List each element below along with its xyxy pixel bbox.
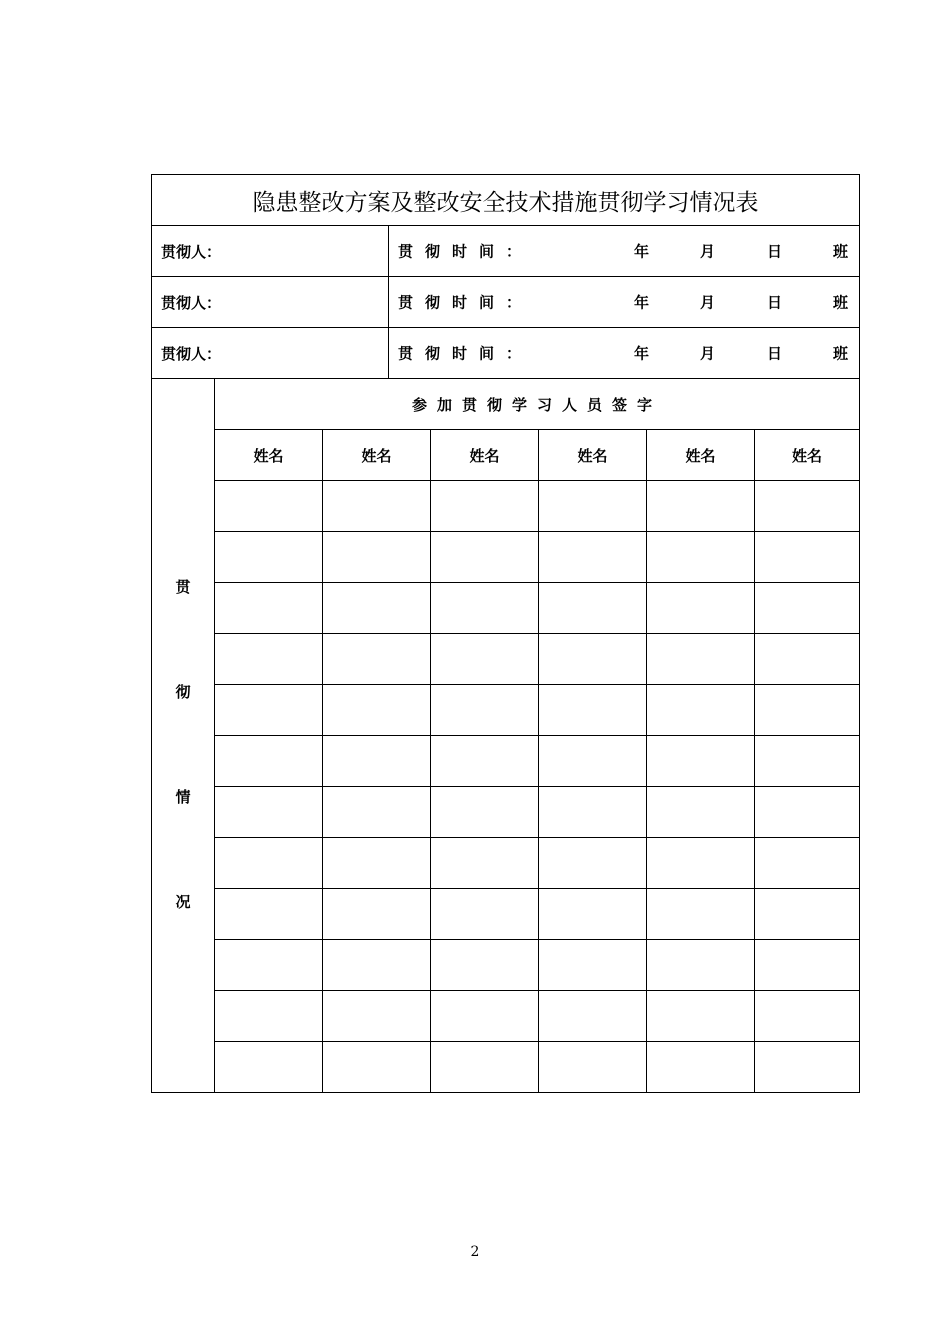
signature-row — [152, 991, 860, 1042]
signature-cell[interactable] — [647, 736, 755, 787]
signature-cell[interactable] — [755, 889, 860, 940]
signature-cell[interactable] — [647, 787, 755, 838]
signature-cell[interactable] — [215, 634, 323, 685]
signature-cell[interactable] — [647, 481, 755, 532]
signature-cell[interactable] — [431, 991, 539, 1042]
signature-cell[interactable] — [215, 532, 323, 583]
signature-cell[interactable] — [323, 736, 431, 787]
signature-cell[interactable] — [647, 889, 755, 940]
signature-cell[interactable] — [647, 991, 755, 1042]
implementation-time-field[interactable] — [389, 226, 860, 277]
side-label-char: 情 — [175, 788, 191, 806]
signature-cell[interactable] — [647, 838, 755, 889]
signature-cell[interactable] — [431, 1042, 539, 1093]
signature-cell[interactable] — [215, 685, 323, 736]
signature-cell[interactable] — [755, 838, 860, 889]
name-column-header: 姓名 — [647, 430, 755, 481]
signature-cell[interactable] — [647, 1042, 755, 1093]
signature-row — [152, 889, 860, 940]
signature-cell[interactable] — [431, 634, 539, 685]
name-column-header: 姓名 — [215, 430, 323, 481]
signature-cell[interactable] — [539, 940, 647, 991]
signature-cell[interactable] — [431, 481, 539, 532]
signature-cell[interactable] — [647, 940, 755, 991]
implementer-row — [152, 277, 860, 328]
signature-row — [152, 736, 860, 787]
implementer-row — [152, 328, 860, 379]
signature-cell[interactable] — [215, 1042, 323, 1093]
implementer-row — [152, 226, 860, 277]
signature-cell[interactable] — [215, 889, 323, 940]
signature-row — [152, 583, 860, 634]
signature-cell[interactable] — [215, 481, 323, 532]
day-label: 日 — [767, 242, 783, 261]
signature-cell[interactable] — [539, 787, 647, 838]
signature-cell[interactable] — [647, 583, 755, 634]
signature-cell[interactable] — [539, 583, 647, 634]
signature-cell[interactable] — [323, 991, 431, 1042]
signature-cell[interactable] — [539, 634, 647, 685]
signature-cell[interactable] — [215, 787, 323, 838]
signature-cell[interactable] — [431, 940, 539, 991]
signature-row — [152, 532, 860, 583]
signature-row — [152, 685, 860, 736]
signature-cell[interactable] — [323, 940, 431, 991]
signature-row — [152, 787, 860, 838]
signature-row — [152, 1042, 860, 1093]
signature-cell[interactable] — [323, 634, 431, 685]
implementer-field[interactable]: 贯彻人： — [152, 277, 389, 328]
signature-cell[interactable] — [539, 991, 647, 1042]
time-label: 贯彻时间： — [398, 242, 534, 261]
day-label: 日 — [767, 293, 783, 312]
signature-cell[interactable] — [647, 532, 755, 583]
signature-cell[interactable] — [323, 889, 431, 940]
implementation-status-label — [152, 379, 215, 1093]
signature-cell[interactable] — [755, 940, 860, 991]
page-number: 2 — [470, 1244, 480, 1260]
month-label: 月 — [700, 344, 716, 363]
implementer-field[interactable]: 贯彻人： — [152, 226, 389, 277]
month-label: 月 — [700, 242, 716, 261]
signature-cell[interactable] — [539, 736, 647, 787]
signature-cell[interactable] — [323, 481, 431, 532]
signature-cell[interactable] — [755, 481, 860, 532]
signature-header: 参加贯彻学习人员签字 — [215, 379, 860, 430]
name-column-header: 姓名 — [323, 430, 431, 481]
signature-cell[interactable] — [755, 736, 860, 787]
shift-label: 班 — [833, 242, 849, 261]
signature-cell[interactable] — [755, 787, 860, 838]
signature-cell[interactable] — [755, 634, 860, 685]
signature-cell[interactable] — [323, 1042, 431, 1093]
signature-cell[interactable] — [647, 634, 755, 685]
implementation-time-field[interactable] — [389, 277, 860, 328]
signature-cell[interactable] — [539, 838, 647, 889]
signature-cell[interactable] — [539, 481, 647, 532]
side-label-char: 况 — [175, 893, 191, 911]
signature-cell[interactable] — [323, 532, 431, 583]
signature-cell[interactable] — [431, 889, 539, 940]
signature-cell[interactable] — [215, 838, 323, 889]
signature-header-row — [152, 379, 860, 430]
signature-cell[interactable] — [323, 685, 431, 736]
signature-cell[interactable] — [539, 1042, 647, 1093]
signature-cell[interactable] — [215, 736, 323, 787]
signature-cell[interactable] — [431, 787, 539, 838]
shift-label: 班 — [833, 293, 849, 312]
signature-cell[interactable] — [323, 838, 431, 889]
signature-cell[interactable] — [539, 889, 647, 940]
signature-cell[interactable] — [755, 532, 860, 583]
signature-row — [152, 838, 860, 889]
signature-row — [152, 481, 860, 532]
signature-row — [152, 634, 860, 685]
time-label: 贯彻时间： — [398, 293, 534, 312]
signature-cell[interactable] — [215, 991, 323, 1042]
day-label: 日 — [767, 344, 783, 363]
signature-cell[interactable] — [431, 736, 539, 787]
signature-cell[interactable] — [323, 787, 431, 838]
signature-cell[interactable] — [431, 532, 539, 583]
month-label: 月 — [700, 293, 716, 312]
signature-cell[interactable] — [215, 940, 323, 991]
year-label: 年 — [634, 293, 650, 312]
signature-cell[interactable] — [755, 583, 860, 634]
side-label-char: 彻 — [175, 683, 191, 701]
name-column-header: 姓名 — [539, 430, 647, 481]
signature-cell[interactable] — [755, 1042, 860, 1093]
year-label: 年 — [634, 344, 650, 363]
signature-cell[interactable] — [215, 583, 323, 634]
signature-cell[interactable] — [539, 532, 647, 583]
signature-cell[interactable] — [647, 685, 755, 736]
name-header-row — [152, 430, 860, 481]
side-label-char: 贯 — [175, 578, 191, 596]
signature-cell[interactable] — [431, 583, 539, 634]
name-column-header: 姓名 — [755, 430, 860, 481]
implementation-form-table — [151, 174, 860, 1093]
name-column-header: 姓名 — [431, 430, 539, 481]
signature-cell[interactable] — [755, 685, 860, 736]
signature-row — [152, 940, 860, 991]
shift-label: 班 — [833, 344, 849, 363]
signature-cell[interactable] — [431, 838, 539, 889]
signature-cell[interactable] — [323, 583, 431, 634]
signature-cell[interactable] — [755, 991, 860, 1042]
implementation-time-field[interactable] — [389, 328, 860, 379]
signature-cell[interactable] — [431, 685, 539, 736]
form-title: 隐患整改方案及整改安全技术措施贯彻学习情况表 — [152, 175, 860, 226]
implementer-field[interactable]: 贯彻人： — [152, 328, 389, 379]
time-label: 贯彻时间： — [398, 344, 534, 363]
signature-cell[interactable] — [539, 685, 647, 736]
year-label: 年 — [634, 242, 650, 261]
